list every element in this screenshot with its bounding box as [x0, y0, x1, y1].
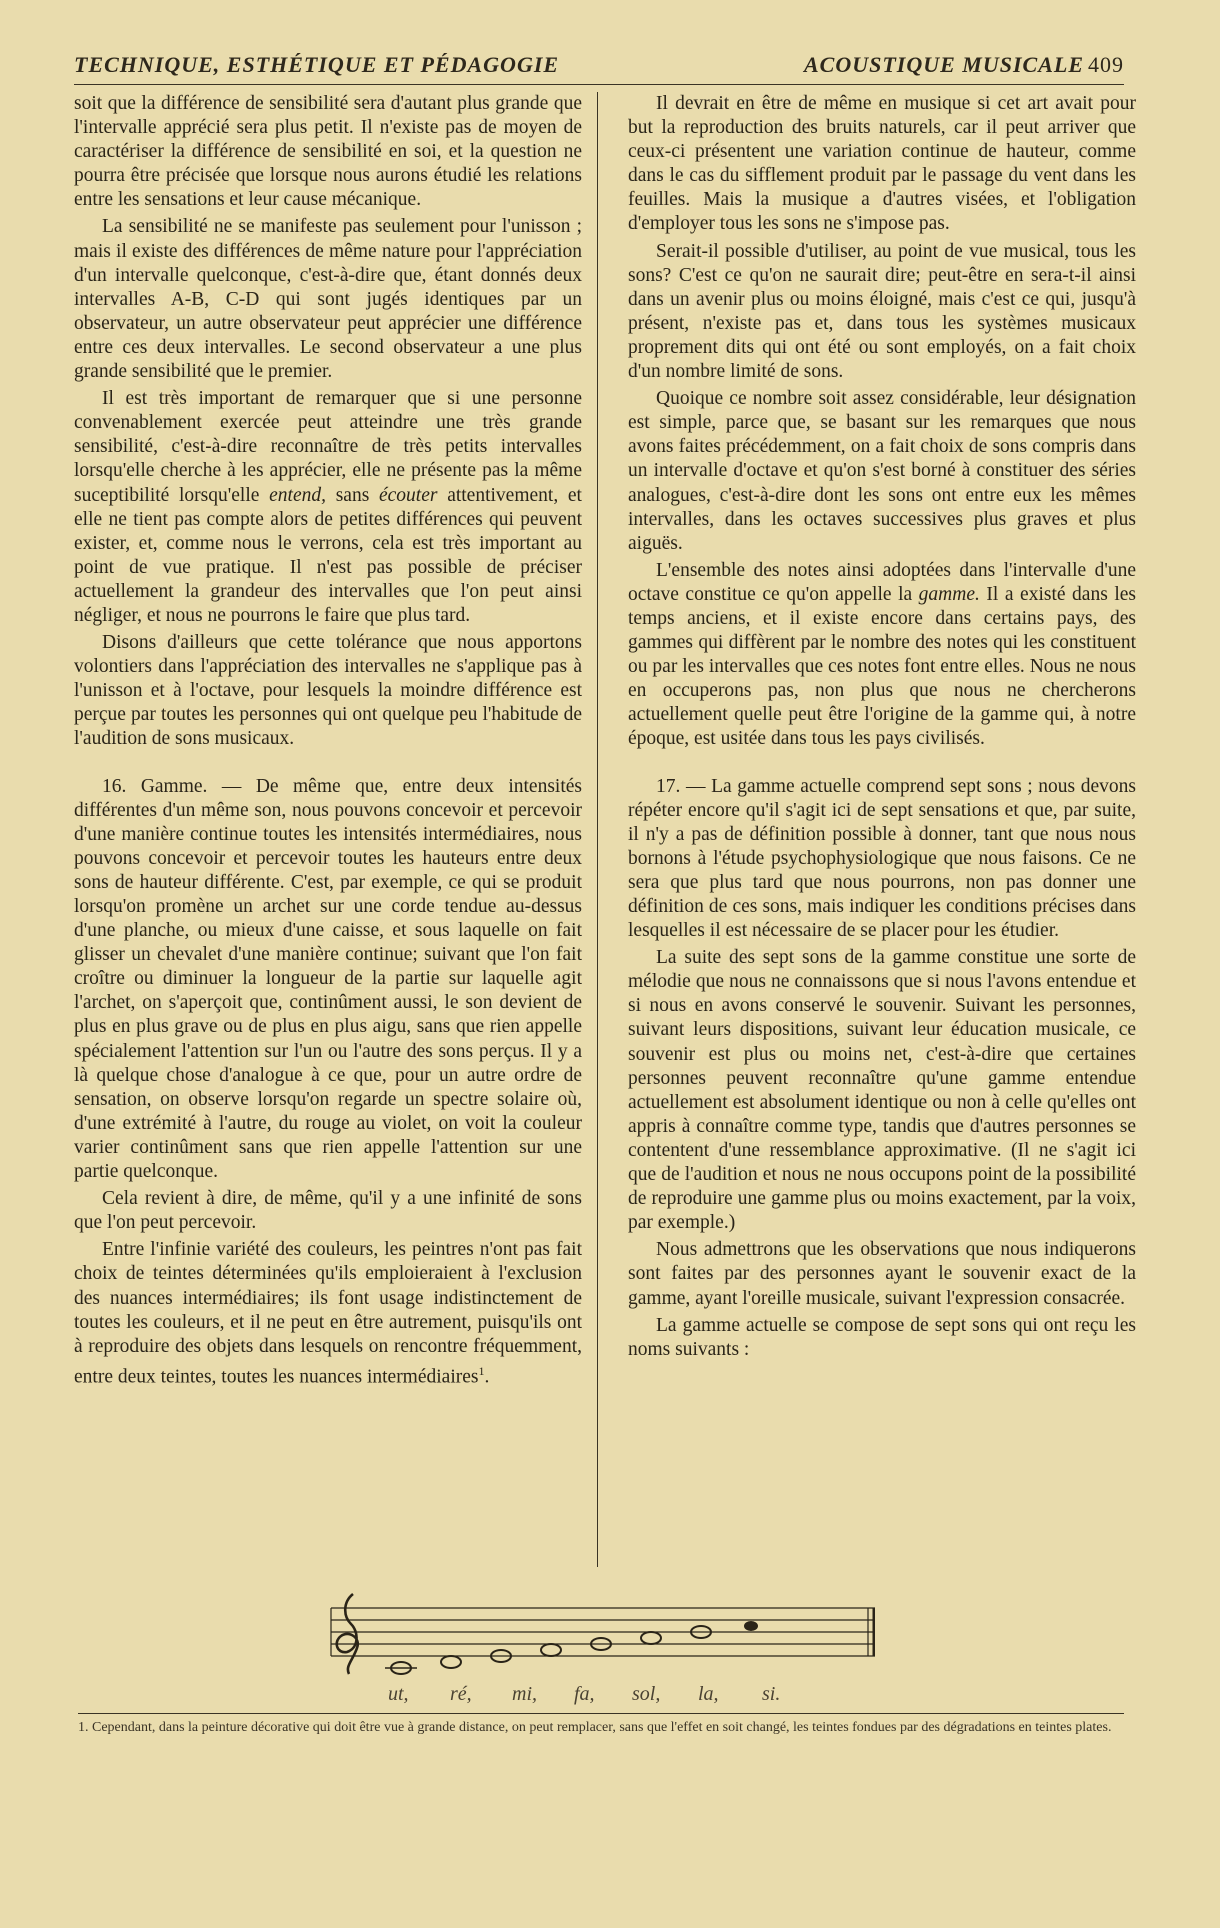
- paragraph: Serait-il possible d'utiliser, au point de vue musical, tous les sons? C'est ce qu'on ne saurait dire; peut-être en sera-t-il ainsi dans un avenir plus ou moins éloigné, mais c'est ce qui, jusqu'à présent, n'existe pas et, dans tous les systèmes musicaux proprement dits qui ont été ou sont employés, on a fait choix d'un nombre limité de sons.: [628, 240, 1136, 383]
- paragraph: [74, 387, 582, 628]
- staff-lines: [331, 1608, 875, 1656]
- paragraph: Disons d'ailleurs que cette tolérance que nous apportons volontiers dans l'appréciation des intervalles ne s'applique pas à l'unisson et à l'octave, pour lesquels la moindre différence est perçue par toutes les personnes qui ont quelque peu l'habitude de l'audition de sons musicaux.: [74, 632, 582, 750]
- paragraph: Nous admettrons que les observations que nous indiquerons sont faites par des personnes ayant le souvenir exact de la gamme, ayant l'oreille musicale, suivant l'expression consacrée.: [628, 1239, 1136, 1309]
- scale-notes: [385, 1622, 757, 1674]
- header-left-title: TECHNIQUE, ESTHÉTIQUE ET PÉDAGOGIE: [74, 52, 560, 77]
- paragraph: La gamme actuelle se compose de sept sons qui ont reçu les noms suivants :: [628, 1314, 1136, 1360]
- paragraph: Cela revient à dire, de même, qu'il y a une infinité de sons que l'on peut percevoir.: [74, 1188, 582, 1234]
- header-right-title: ACOUSTIQUE MUSICALE: [803, 52, 1084, 77]
- page-number: 409: [1088, 52, 1124, 77]
- header-rule: [74, 84, 1124, 85]
- treble-clef-icon: [337, 1594, 358, 1674]
- note-name: fa,: [574, 1683, 595, 1705]
- paragraph: Quoique ce nombre soit assez considérable, leur désignation est simple, parce que, se basant sur les remarques que nous avons faites précédemment, on a fait choix de sons compris dans un intervalle d'octave et qu'on s'est borné à constituer des séries analogues, c'est-à-dire dont les sons ont entre eux les mêmes intervalles, dans les octaves successives plus graves et plus aiguës.: [628, 388, 1136, 554]
- text-span: Il a existé dans les temps anciens, et il existe encore dans certains pays, des gammes qui diffèrent par le nombre des notes qui les constituent ou par les intervalles que ces notes font entre elles. Nous ne nous en occuperons pas, non plus que nous ne chercherons actuellement quelle peut être l'origine de la gamme qui, à notre époque, est usitée dans tous les pays civilisés.: [628, 583, 1136, 750]
- right-column: [628, 92, 1136, 1365]
- note-re: [441, 1656, 461, 1668]
- text-span: .: [484, 1366, 490, 1388]
- emphasis: gamme.: [918, 583, 980, 605]
- section-16-gamme: 16. Gamme. — De même que, entre deux intensités différentes d'un même son, nous pouvons concevoir et percevoir d'une manière continue toutes les intensités intermédiaires, nous pouvons concevoir et percevoir toutes les hauteurs entre deux sons de hauteur différente. C'est, par exemple, ce qui se produit lorsqu'on promène un archet sur une corde tendue au-dessus d'une planche, ou mieux d'une caisse, et sous laquelle on fait glisser un chevalet d'une manière continue; suivant que l'on fait croître ou diminuer la longueur de la partie sur laquelle agit l'archet, on s'aperçoit que, continûment aussi, le son devient de plus en plus grave ou de plus en plus aigu, sans que rien appelle spécialement l'attention sur l'un ou l'autre des sons perçus. Il y a là quelque chose d'analogue à ce que, pour un autre ordre de sensation, on observe lorsqu'on regarde un spectre solaire où, d'une extrémité à l'autre, du rouge au violet, on voit la couleur varier continûment sans que rien appelle l'attention sur une partie quelconque.: [74, 775, 582, 1183]
- paragraph: La suite des sept sons de la gamme constitue une sorte de mélodie que nous ne connaissons que si nous l'avons entendue et si nous en avons conservé le souvenir. Suivant les personnes, suivant leurs dispositions, suivant leur éducation musicale, ce souvenir est plus ou moins net, c'est-à-dire que certaines personnes peuvent reconnaître qu'une gamme entendue actuellement est absolument identique ou non à celle qu'elles ont appris à connaître comme type, tandis que d'autres personnes se contentent d'une ressemblance approximative. (Il ne s'agit ici que de l'audition et nous ne nous occupons point de la possibilité de reproduire une gamme plus ou moins exactement, par la voix, par exemple.): [628, 947, 1136, 1234]
- note-name: mi,: [512, 1683, 537, 1705]
- note-name: sol,: [632, 1683, 661, 1705]
- note-name: la,: [698, 1683, 719, 1705]
- emphasis: entend,: [269, 484, 326, 506]
- text-span: Il est très important de remarquer que si une personne convenablement exercée peut atteindre une très grande sensibilité, c'est-à-dire reconnaître de très petits intervalles lorsqu'elle cherche à les apprécier, elle ne présente pas la même suceptibilité lorsqu'elle: [74, 388, 582, 506]
- footnote: 1. Cependant, dans la peinture décorative qui doit être vue à grande distance, on peut remplacer, sans que l'effet en soit changé, les teintes fondues par des dégradations en teintes plates.: [78, 1720, 1112, 1735]
- paragraph: [628, 559, 1136, 752]
- note-name: ré,: [450, 1683, 472, 1705]
- left-column: [74, 92, 582, 1392]
- note-ut-high: [745, 1622, 757, 1630]
- note-la: [641, 1632, 661, 1644]
- text-span: L'ensemble des notes ainsi adoptées dans l'intervalle d'une octave constitue ce qu'on appelle la: [628, 559, 1136, 605]
- text-span: attentivement, et elle ne tient pas compte alors de petites différences qui peuvent exister, et, comme nous le verrons, cela est très important au point de vue pratique. Il n'est pas possible de préciser actuellement la grandeur des intervalles que l'on peut ainsi négliger, et nous ne pourrons le faire que plus tard.: [74, 484, 582, 626]
- footnote-rule: [78, 1713, 1124, 1714]
- note-names: [380, 1683, 820, 1709]
- note-name: ut,: [388, 1683, 409, 1705]
- column-divider: [597, 92, 598, 1567]
- paragraph: [74, 1238, 582, 1389]
- paragraph: soit que la différence de sensibilité sera d'autant plus grande que l'intervalle apprécié sera plus petit. Il n'existe pas de moyen de caractériser la différence de sensibilité en soi, et la question ne pourra être précisée que lorsque nous aurons étudié les relations entre les sensations et leur cause mécanique.: [74, 93, 582, 211]
- note-name: si.: [762, 1683, 781, 1705]
- running-header: [74, 52, 1124, 82]
- paragraph: La sensibilité ne se manifeste pas seulement pour l'unisson ; mais il existe des différences de même nature pour l'appréciation d'un intervalle quelconque, c'est-à-dire que, étant donnés deux intervalles A-B, C-D qui sont jugés identiques par un observateur, un autre observateur peut apprécier une différence entre ces deux intervalles. Le second observateur a une plus grande sensibilité que le premier.: [74, 216, 582, 383]
- music-staff: [323, 1590, 875, 1680]
- text-span: sans: [326, 484, 379, 506]
- note-fa: [541, 1644, 561, 1656]
- section-17: 17. — La gamme actuelle comprend sept sons ; nous devons répéter encore qu'il s'agit ici de sept sensations et que, par suite, il n'y a pas de définition possible à donner, tant que nous nous bornons à l'étude psychophysiologique que nous faisons. Ce ne sera que plus tard que nous pourrons, non pas donner une définition de ces sons, mais indiquer les conditions précises dans lesquelles il est nécessaire de se placer pour les étudier.: [628, 775, 1136, 942]
- text-span: Entre l'infinie variété des couleurs, les peintres n'ont pas fait choix de teintes déterminées qu'ils emploieraient à l'exclusion des nuances intermédiaires; ils font usage indistinctement de toutes les couleurs, et il ne peut en être autrement, puisqu'ils ont à reproduire des objets dans lesquels on rencontre fréquemment, entre deux teintes, toutes les nuances intermédiaires: [74, 1239, 582, 1388]
- footnote-ref[interactable]: 1: [478, 1363, 485, 1378]
- paragraph: Il devrait en être de même en musique si cet art avait pour but la reproduction des bruits naturels, car il peut arriver que ceux-ci présentent une variation continue de hauteur, comme dans le cas du sifflement produit par le passage du vent dans les feuilles. Mais la musique a d'autres visées, et l'obligation d'employer tous les sons ne s'impose pas.: [628, 93, 1136, 235]
- emphasis: écouter: [379, 484, 438, 506]
